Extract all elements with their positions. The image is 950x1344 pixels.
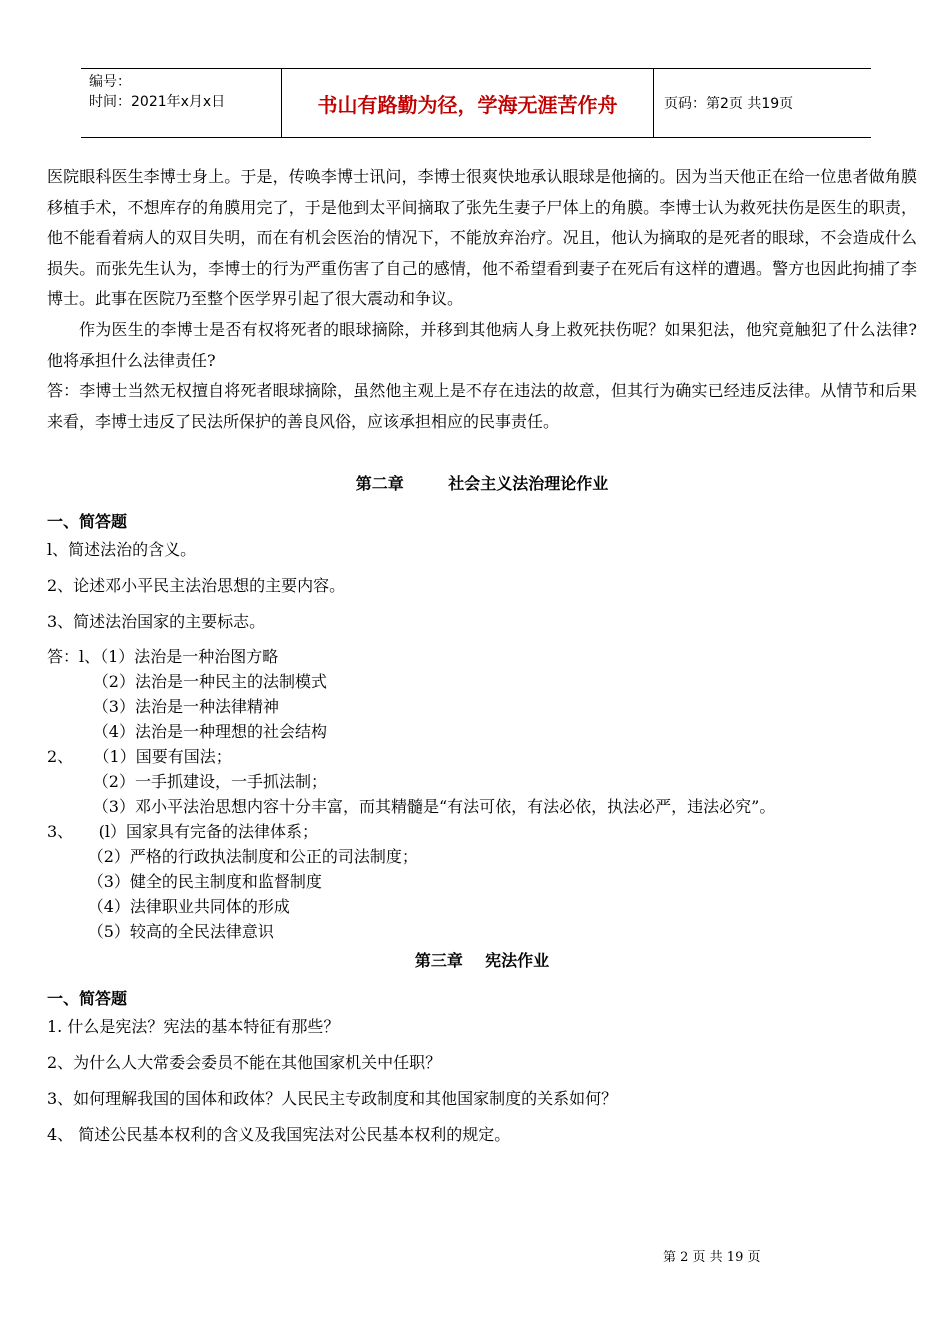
chapter-2-section: 一、简答题 [47,512,128,532]
number-label: 编号： [89,74,131,90]
answer-line: （3）法治是一种法律精神 [47,697,279,717]
answer-line: （4）法治是一种理想的社会结构 [47,722,327,742]
chapter-2-question: 3、简述法治国家的主要标志。 [47,612,266,632]
answer-paragraph: 答：李博士当然无权擅自将死者眼球摘除，虽然他主观上是不存在违法的故意，但其行为确实已经违反法律。从情节和后果来看，李博士违反了民法所保护的善良风俗，应该承担相应的民事责任。 [47,381,917,431]
answer-line: （5）较高的全民法律意识 [47,922,274,942]
chapter-3-question: 3、如何理解我国的国体和政体？人民民主专政制度和其他国家制度的关系如何？ [47,1089,618,1109]
answer-line: 答：l、（1）法治是一种治图方略 [47,647,279,667]
chapter-2-question: l、简述法治的含义。 [47,540,197,560]
header-meta [81,69,282,137]
answer-line: 3、 (l）国家具有完备的法律体系； [47,822,318,842]
header-motto: 书山有路勤为径，学海无涯苦作舟 [282,69,654,137]
answer-line: （2）严格的行政执法制度和公正的司法制度； [47,847,418,867]
answer-line: 2、 （1）国要有国法； [47,747,232,767]
answer-line: （2）一手抓建设，一手抓法制； [47,772,327,792]
answer-line: （4）法律职业共同体的形成 [47,897,290,917]
chapter-2-question: 2、论述邓小平民主法治思想的主要内容。 [47,576,346,596]
answer-line: （3）健全的民主制度和监督制度 [47,872,322,892]
answer-line: （2）法治是一种民主的法制模式 [47,672,327,692]
chapter-2-title: 第二章 社会主义法治理论作业 [355,474,609,494]
date-label: 时间：2021年x月x日 [89,94,226,110]
chapter-3-section: 一、简答题 [47,989,128,1009]
intro-paragraph: 医院眼科医生李博士身上。于是，传唤李博士讯问，李博士很爽快地承认眼球是他摘的。因为当天他正在给一位患者做角膜移植手术，不想库存的角膜用完了，于是他到太平间摘取了张先生妻子尸体上的角膜。李博士认为救死扶伤是医生的职责，他不能看着病人的双目失明，而在有机会医治的情况下，不能放弃治疗。况且，他认为摘取的是死者的眼球，不会造成什么损失。而张先生认为，李博士的行为严重伤害了自己的感情，他不希望看到妻子在死后有这样的遭遇。警方也因此拘捕了李博士。此事在医院乃至整个医学界引起了很大震动和争议。 [47,167,917,309]
question-paragraph: 作为医生的李博士是否有权将死者的眼球摘除，并移到其他病人身上救死扶伤呢？如果犯法，他究竟触犯了什么法律?他将承担什么法律责任? [47,319,917,370]
page-header [81,68,871,138]
chapter-3-title: 第三章 宪法作业 [414,951,550,971]
answer-line: （3）邓小平法治思想内容十分丰富，而其精髓是“有法可依，有法必依，执法必严，违法必究”。 [47,797,776,817]
chapter-3-question: 1. 什么是宪法？宪法的基本特征有那些？ [47,1017,340,1037]
document-body [47,162,917,1153]
header-page-label: 页码：第2页 共19页 [664,96,794,112]
chapter-3-question: 2、为什么人大常委会委员不能在其他国家机关中任职？ [47,1053,442,1073]
chapter-3-question: 4、 简述公民基本权利的含义及我国宪法对公民基本权利的规定。 [47,1125,511,1145]
page-footer: 第 2 页 共 19 页 [663,1250,761,1265]
